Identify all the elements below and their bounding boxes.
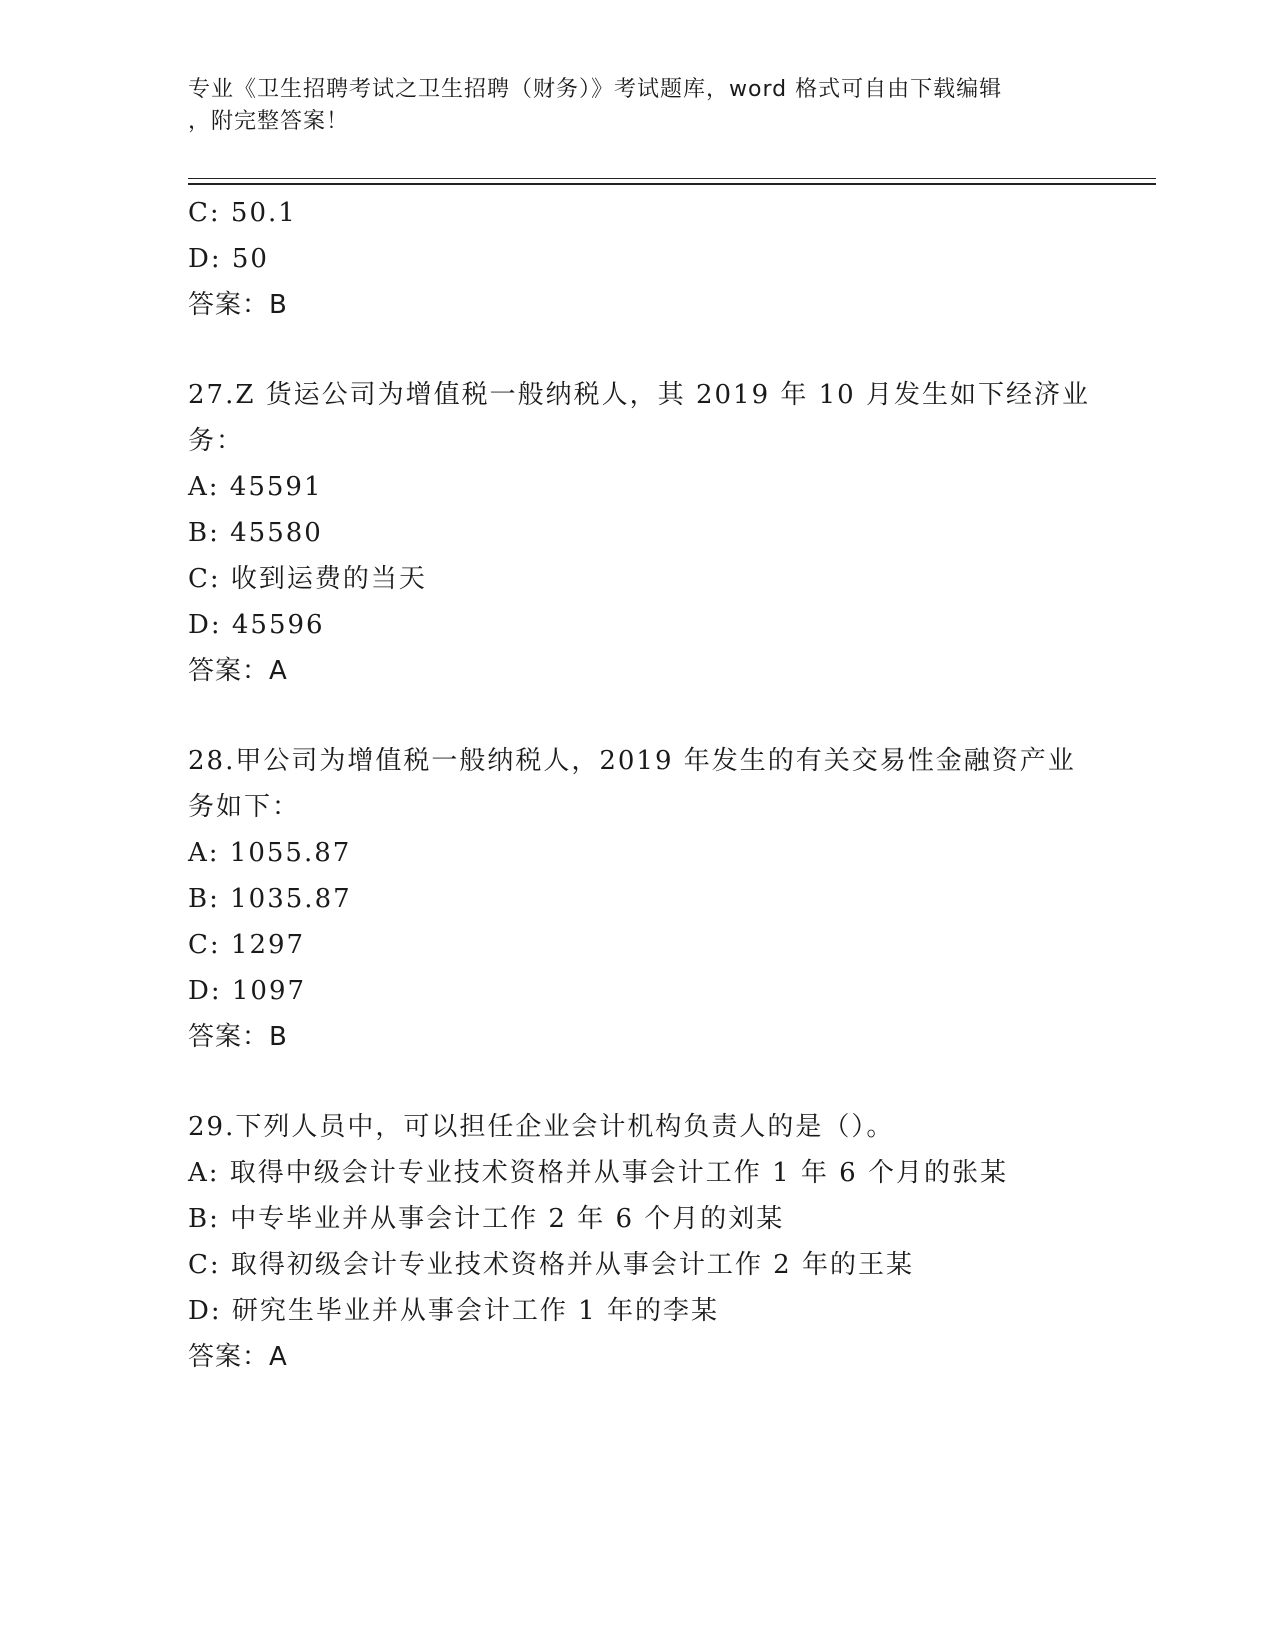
question-stem-line-2: 务如下： — [188, 792, 301, 822]
page-header — [188, 74, 1068, 138]
question-28 — [188, 738, 1088, 1060]
answer: 答案：A — [188, 656, 288, 686]
spacer — [188, 328, 1088, 372]
header-divider-thick — [188, 183, 1156, 185]
question-27 — [188, 372, 1088, 694]
answer: 答案：B — [188, 1022, 288, 1052]
question-stem: 29.下列人员中，可以担任企业会计机构负责人的是（）。 — [188, 1112, 895, 1142]
spacer — [188, 694, 1088, 738]
question-stem-line-1: 27.Z 货运公司为增值税一般纳税人，其 2019 年 10 月发生如下经济业 — [188, 380, 1090, 410]
option-b: B: 1035.87 — [188, 884, 352, 914]
option-a: A: 1055.87 — [188, 838, 352, 868]
answer: 答案：B — [188, 290, 288, 320]
question-26 — [188, 190, 1088, 328]
answer: 答案：A — [188, 1342, 288, 1372]
option-d: D: 研究生毕业并从事会计工作 1 年的李某 — [188, 1296, 719, 1326]
option-c: C: 收到运费的当天 — [188, 564, 427, 594]
question-stem-line-1: 28.甲公司为增值税一般纳税人，2019 年发生的有关交易性金融资产业 — [188, 746, 1076, 776]
header-line-2: ，附完整答案！ — [188, 109, 350, 134]
option-a: A: 取得中级会计专业技术资格并从事会计工作 1 年 6 个月的张某 — [188, 1158, 1008, 1188]
question-stem-line-2: 务： — [188, 426, 245, 456]
header-line-1: 专业《卫生招聘考试之卫生招聘（财务）》考试题库，word 格式可自由下载编辑 — [188, 77, 1003, 102]
question-list — [188, 190, 1088, 1380]
option-c: C: 1297 — [188, 930, 306, 960]
option-b: B: 中专毕业并从事会计工作 2 年 6 个月的刘某 — [188, 1204, 785, 1234]
option-a: A: 45591 — [188, 472, 323, 502]
option-d: D: 45596 — [188, 610, 325, 640]
option-d: D: 50 — [188, 244, 269, 274]
option-c: C: 50.1 — [188, 198, 297, 228]
option-c: C: 取得初级会计专业技术资格并从事会计工作 2 年的王某 — [188, 1250, 914, 1280]
question-29 — [188, 1104, 1088, 1380]
option-b: B: 45580 — [188, 518, 323, 548]
header-divider-thin — [188, 178, 1156, 179]
spacer — [188, 1060, 1088, 1104]
option-d: D: 1097 — [188, 976, 307, 1006]
